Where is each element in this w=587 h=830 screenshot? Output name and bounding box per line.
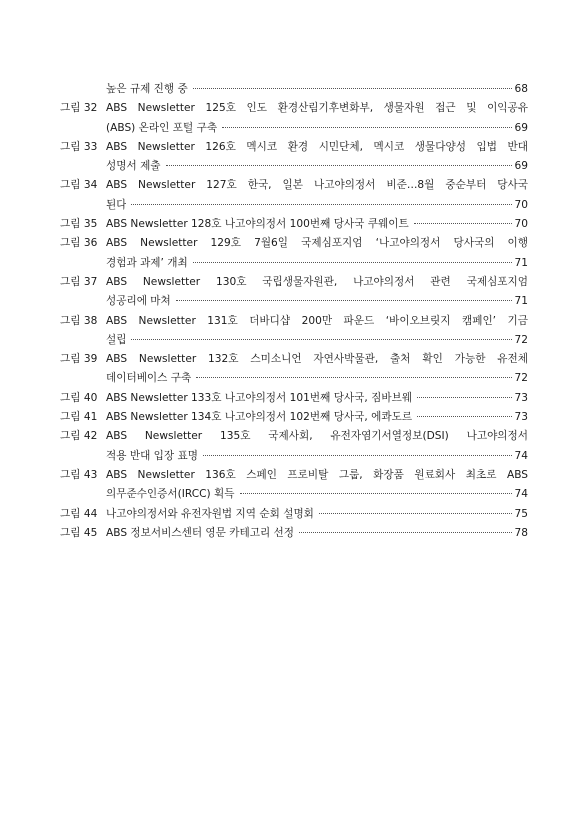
page-number: 69 [514, 121, 528, 134]
page-number: 73 [514, 391, 528, 404]
toc-entry[interactable] [60, 138, 528, 177]
page-number: 74 [514, 488, 528, 501]
figure-label: 그림 40 [60, 391, 98, 404]
figure-title-line: ABS Newsletter 127호 한국, 일본 나고야의정서 비준…8월 중순부터 당사국 [106, 179, 528, 192]
dot-leader [222, 126, 511, 128]
dot-leader [193, 261, 512, 263]
figure-title-line: ABS Newsletter 128호 나고야의정서 100번째 당사국 쿠웨이트 [106, 218, 409, 231]
page-number: 72 [514, 333, 528, 346]
figure-title-line: ABS Newsletter 136호 스페인 프로비탈 그룹, 화장품 원료회사 최초로 ABS [106, 468, 528, 481]
dot-leader [240, 492, 512, 494]
toc-entry[interactable] [60, 80, 528, 99]
dot-leader [417, 415, 511, 417]
toc-entry[interactable] [60, 312, 528, 351]
figure-title-line: (ABS) 온라인 포털 구축 [106, 121, 218, 134]
figure-title-line: 경험과 과제’ 개최 [106, 256, 188, 269]
dot-leader [193, 87, 512, 89]
page-number: 73 [514, 411, 528, 424]
toc-entry[interactable] [60, 466, 528, 505]
dot-leader [131, 203, 511, 205]
figure-label: 그림 35 [60, 218, 98, 231]
page-number: 72 [514, 372, 528, 385]
figure-title-line: ABS Newsletter 134호 나고야의정서 102번째 당사국, 에콰도르 [106, 411, 413, 424]
dot-leader [319, 512, 512, 514]
toc-entry[interactable] [60, 427, 528, 466]
figure-label: 그림 43 [60, 468, 98, 481]
dot-leader [166, 164, 512, 166]
dot-leader [414, 222, 512, 224]
toc-entry[interactable] [60, 524, 528, 543]
dot-leader [203, 454, 512, 456]
figure-title-line: ABS Newsletter 130호 국립생물자원관, 나고야의정서 관련 국제심포지엄 [106, 275, 528, 288]
page-number: 74 [514, 449, 528, 462]
figure-label: 그림 37 [60, 275, 98, 288]
figure-label: 그림 38 [60, 314, 98, 327]
figure-title-line: 의무준수인증서(IRCC) 획득 [106, 488, 235, 501]
page-number: 69 [514, 160, 528, 173]
figure-title-line: ABS Newsletter 129호 7월6일 국제심포지엄 ‘나고야의정서 당사국의 이행 [106, 237, 528, 250]
page-number: 75 [514, 507, 528, 520]
toc-entry[interactable] [60, 234, 528, 273]
figure-label: 그림 32 [60, 102, 98, 115]
figure-title-line: 데이터베이스 구축 [106, 372, 192, 385]
figure-title-line: 된다 [106, 198, 127, 211]
page-number: 71 [514, 295, 528, 308]
page-number: 78 [514, 526, 528, 539]
figure-label: 그림 36 [60, 237, 98, 250]
dot-leader [417, 396, 511, 398]
page-number: 68 [514, 83, 528, 95]
toc-entry[interactable] [60, 389, 528, 408]
figure-label: 그림 42 [60, 430, 98, 443]
figure-label: 그림 45 [60, 526, 98, 539]
figure-title-line: 적용 반대 입장 표명 [106, 449, 198, 462]
figure-label: 그림 34 [60, 179, 98, 192]
table-of-figures [60, 80, 528, 543]
toc-entry[interactable] [60, 215, 528, 234]
dot-leader [131, 338, 511, 340]
figure-title-line: 설립 [106, 333, 127, 346]
toc-entry[interactable] [60, 505, 528, 524]
dot-leader [299, 531, 511, 533]
figure-title-line: ABS Newsletter 132호 스미소니언 자연사박물관, 출처 확인 가능한 유전체 [106, 353, 528, 366]
figure-title-line: 높은 규제 진행 중 [106, 83, 188, 95]
figure-title-line: ABS Newsletter 125호 인도 환경산림기후변화부, 생물자원 접근 및 이익공유 [106, 102, 528, 115]
figure-title-line: ABS Newsletter 131호 더바디샵 200만 파운드 ‘바이오브릿지 캠페인’ 기금 [106, 314, 528, 327]
toc-entry[interactable] [60, 273, 528, 312]
dot-leader [176, 299, 512, 301]
page-number: 70 [514, 218, 528, 231]
figure-title-line: 성명서 제출 [106, 160, 161, 173]
figure-label: 그림 41 [60, 411, 98, 424]
figure-title-line: ABS Newsletter 135호 국제사회, 유전자염기서열정보(DSI) 나고야의정서 [106, 430, 528, 443]
figure-title-line: ABS 정보서비스센터 영문 카테고리 선정 [106, 526, 295, 539]
figure-title-line: 나고야의정서와 유전자원법 지역 순회 설명회 [106, 507, 314, 520]
toc-entry[interactable] [60, 99, 528, 138]
figure-label: 그림 44 [60, 507, 98, 520]
toc-entry[interactable] [60, 408, 528, 427]
figure-label: 그림 39 [60, 353, 98, 366]
figure-title-line: ABS Newsletter 133호 나고야의정서 101번째 당사국, 짐바브웨 [106, 391, 413, 404]
page-number: 70 [514, 198, 528, 211]
figure-title-line: ABS Newsletter 126호 멕시코 환경 시민단체, 멕시코 생물다양성 입법 반대 [106, 140, 528, 153]
page-number: 71 [514, 256, 528, 269]
toc-entry[interactable] [60, 176, 528, 215]
figure-label: 그림 33 [60, 140, 98, 153]
toc-entry[interactable] [60, 350, 528, 389]
dot-leader [196, 376, 511, 378]
figure-title-line: 성공리에 마쳐 [106, 295, 171, 308]
